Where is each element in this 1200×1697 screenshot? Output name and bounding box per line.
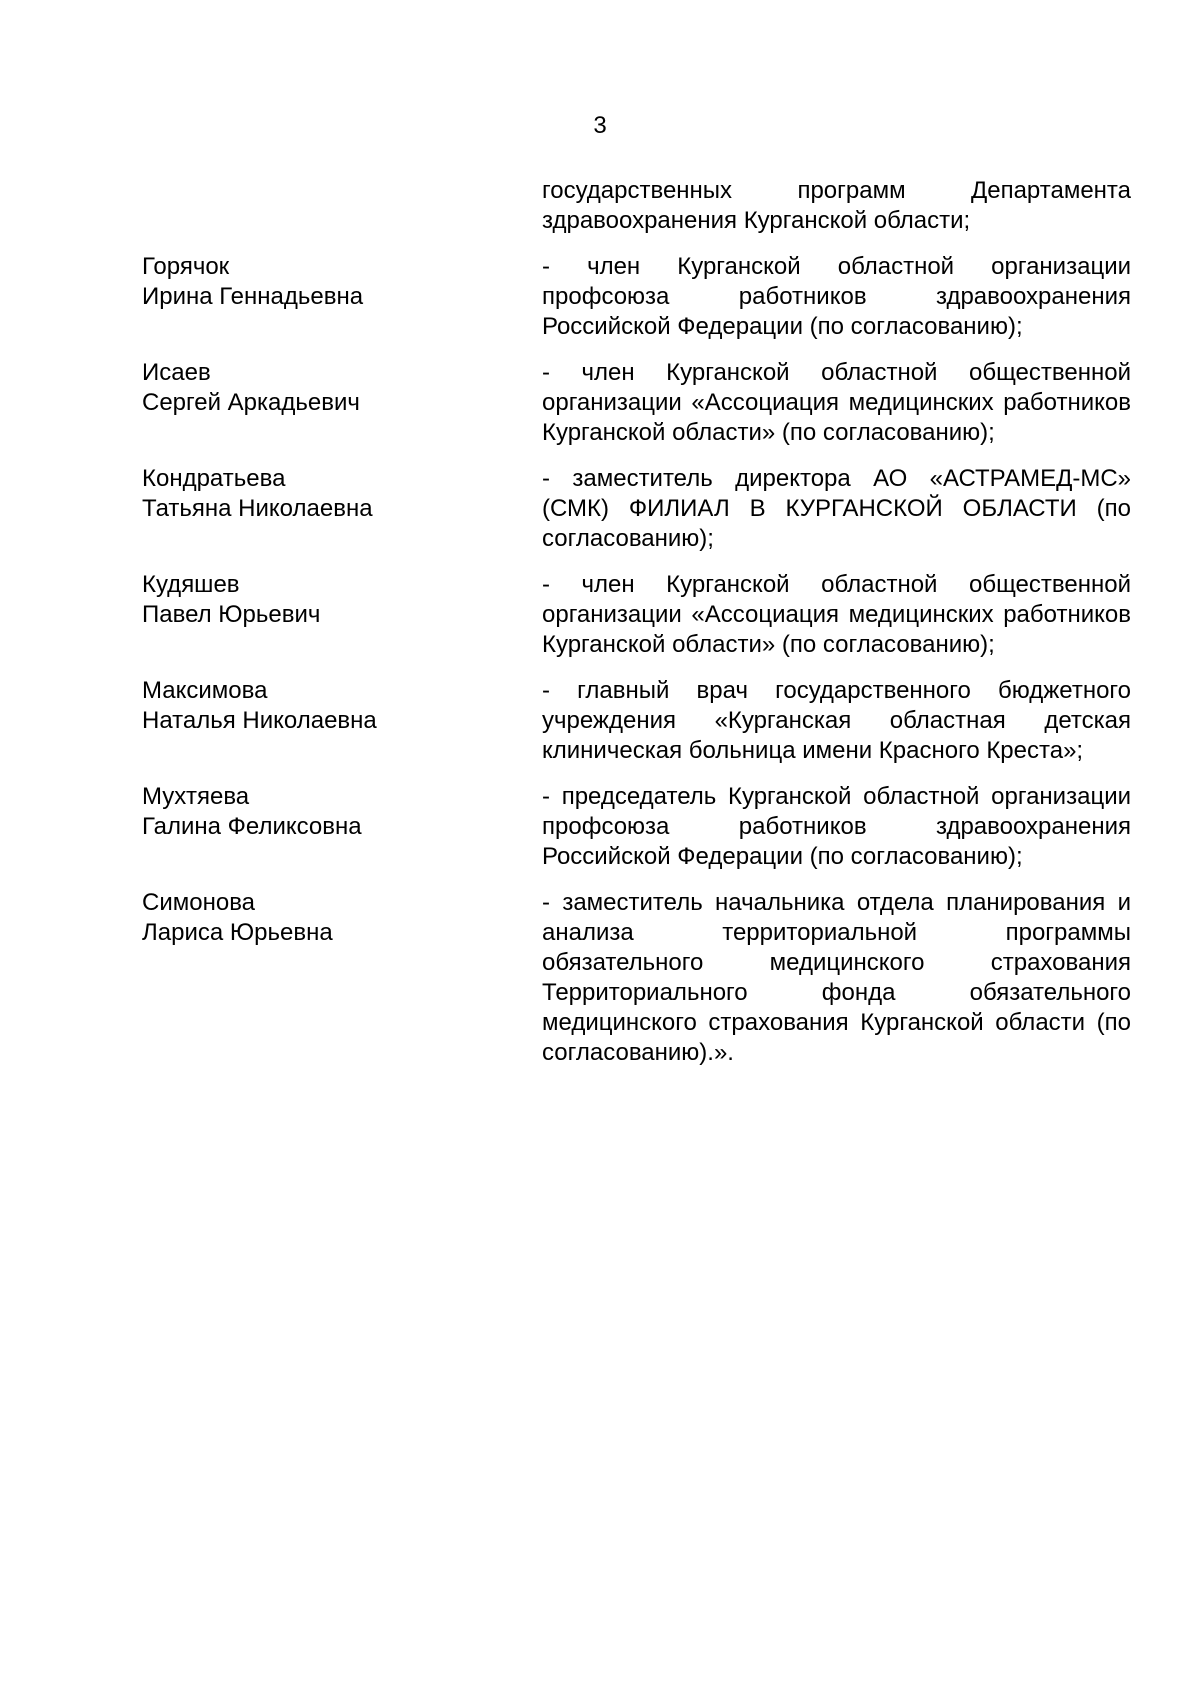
member-role: - член Курганской областной общественной организации «Ассоциация медицинских работников Курганской области» (по согласованию); [542, 571, 1131, 658]
member-entry [142, 252, 1131, 342]
member-entry [142, 464, 1131, 554]
member-role: - член Курганской областной организации профсоюза работников здравоохранения Российской Федерации (по согласованию); [542, 253, 1131, 340]
member-name [142, 782, 542, 872]
member-surname: Симонова [142, 889, 256, 916]
member-surname: Кондратьева [142, 465, 286, 492]
member-role: - заместитель директора АО «АСТРАМЕД-МС» (СМК) ФИЛИАЛ В КУРГАНСКОЙ ОБЛАСТИ (по согласованию); [542, 465, 1131, 552]
member-role: - заместитель начальника отдела планирования и анализа территориальной программы обязательного медицинского страхования Территориального фонда обязательного медицинского страхования Курганской области (по согласованию).». [542, 889, 1131, 1066]
member-role: государственных программ Департамента здравоохранения Курганской области; [542, 177, 1131, 234]
member-given-names: Лариса Юрьевна [142, 919, 333, 946]
member-surname: Мухтяева [142, 783, 250, 810]
page-number: 3 [593, 112, 607, 139]
member-entry [142, 358, 1131, 448]
member-name [142, 676, 542, 766]
member-role: - член Курганской областной общественной организации «Ассоциация медицинских работников Курганской области» (по согласованию); [542, 359, 1131, 446]
member-entry [142, 782, 1131, 872]
member-name [142, 888, 542, 1068]
member-entry [142, 676, 1131, 766]
member-surname: Горячок [142, 253, 230, 280]
member-name [142, 570, 542, 660]
member-surname: Кудяшев [142, 571, 240, 598]
member-given-names: Павел Юрьевич [142, 601, 321, 628]
member-given-names: Галина Феликсовна [142, 813, 362, 840]
member-entry [142, 888, 1131, 1068]
member-entry [142, 176, 1131, 236]
member-name [142, 464, 542, 554]
member-given-names: Татьяна Николаевна [142, 495, 373, 522]
member-entry [142, 570, 1131, 660]
member-given-names: Наталья Николаевна [142, 707, 377, 734]
member-given-names: Сергей Аркадьевич [142, 389, 360, 416]
member-surname: Исаев [142, 359, 211, 386]
member-given-names: Ирина Геннадьевна [142, 283, 364, 310]
member-role: - председатель Курганской областной организации профсоюза работников здравоохранения Российской Федерации (по согласованию); [542, 783, 1131, 870]
member-name [142, 176, 542, 236]
member-name [142, 252, 542, 342]
member-list [142, 176, 1131, 1068]
member-role: - главный врач государственного бюджетного учреждения «Курганская областная детская клиническая больница имени Красного Креста»; [542, 677, 1131, 764]
member-name [142, 358, 542, 448]
member-surname: Максимова [142, 677, 268, 704]
